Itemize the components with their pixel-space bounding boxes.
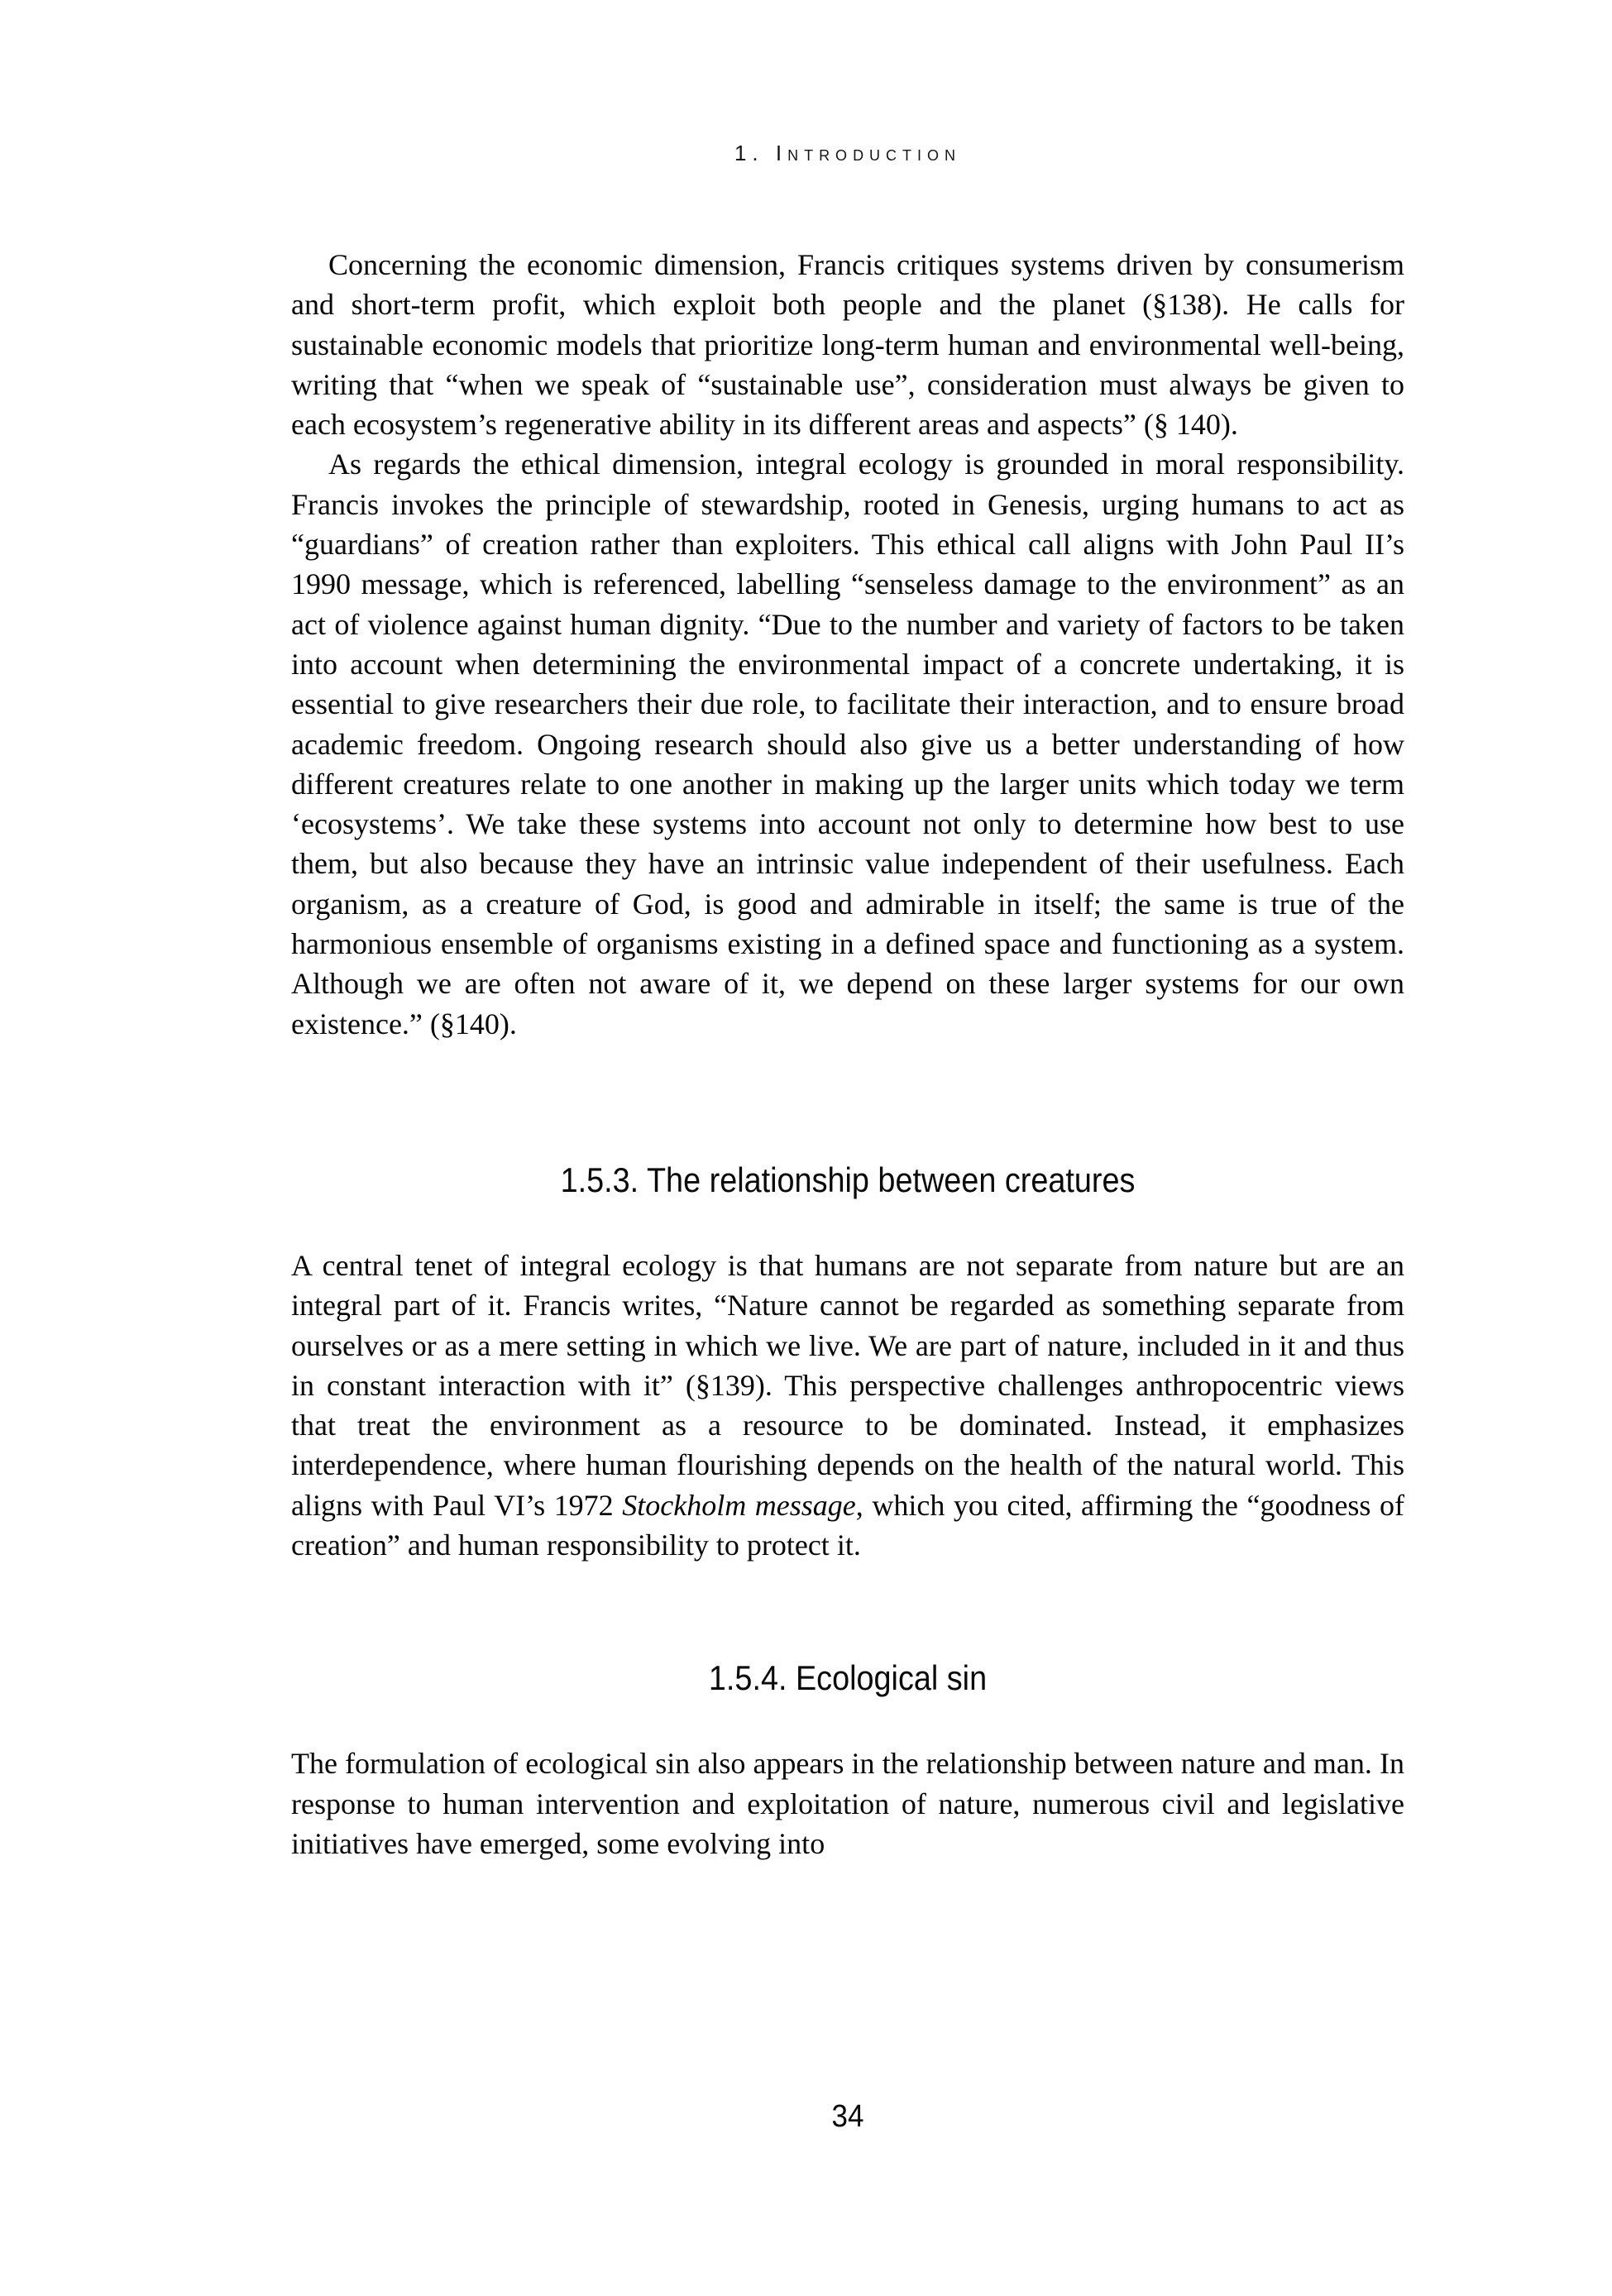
section-heading-1-5-4: 1.5.4. Ecological sin <box>708 1658 988 1698</box>
page-content <box>291 245 1404 1863</box>
page-number: 34 <box>831 2099 864 2134</box>
paragraph-relationship-between-creatures <box>291 1246 1404 1565</box>
section-heading-1-5-3: 1.5.3. The relationship between creatures <box>560 1160 1136 1199</box>
paragraph-relationship-text-before: A central tenet of integral ecology is that humans are not separate from nature but are an integral part of it. Francis writes, “Nature cannot be regarded as something separate from ourselves or as a mere setting in which we live. We are part of nature, included in it and thus in constant interaction with it” (§139). This perspective challenges anthropocentric views that treat the environment as a resource to be dominated. Instead, it emphasizes interdependence, where human flourishing depends on the health of the natural world. This aligns with Paul VI’s 1972 <box>291 1248 1404 1522</box>
paragraph-relationship-text-after: , which you cited, affirming the “goodness of creation” and human responsibility to protect it. <box>291 1488 1405 1562</box>
paragraph-economic-dimension: Concerning the economic dimension, Francis critiques systems driven by consumerism and short-term profit, which exploit both people and the planet (§138). He calls for sustainable economic models that prioritize long-term human and environmental well-being, writing that “when we speak of “sustainable use”, consideration must always be given to each ecosystem’s regenerative ability in its different areas and aspects” (§ 140). <box>291 248 1404 442</box>
stockholm-message-citation: Stockholm message <box>622 1488 856 1522</box>
running-head: 1. Introduction <box>734 141 962 165</box>
paragraph-ethical-dimension: As regards the ethical dimension, integral ecology is grounded in moral responsibility. Francis invokes the principle of stewardship, rooted in Genesis, urging humans to act as “guardians” of creation rather than exploiters. This ethical call aligns with John Paul II’s 1990 message, which is referenced, labelling “senseless damage to the environment” as an act of violence against human dignity. “Due to the number and variety of factors to be taken into account when determining the environmental impact of a concrete undertaking, it is essential to give researchers their due role, to facilitate their interaction, and to ensure broad academic freedom. Ongoing research should also give us a better understanding of how different creatures relate to one another in making up the larger units which today we term ‘ecosystems’. We take these systems into account not only to determine how best to use them, but also because they have an intrinsic value independent of their usefulness. Each organism, as a creature of God, is good and admirable in itself; the same is true of the harmonious ensemble of organisms existing in a defined space and functioning as a system. Although we are often not aware of it, we depend on these larger systems for our own existence.” (§140). <box>291 447 1404 1040</box>
paragraph-ecological-sin: The formulation of ecological sin also appears in the relationship between nature and man. In response to human intervention and exploitation of nature, numerous civil and legislative initiatives have emerged, some evolving into <box>291 1747 1404 1860</box>
